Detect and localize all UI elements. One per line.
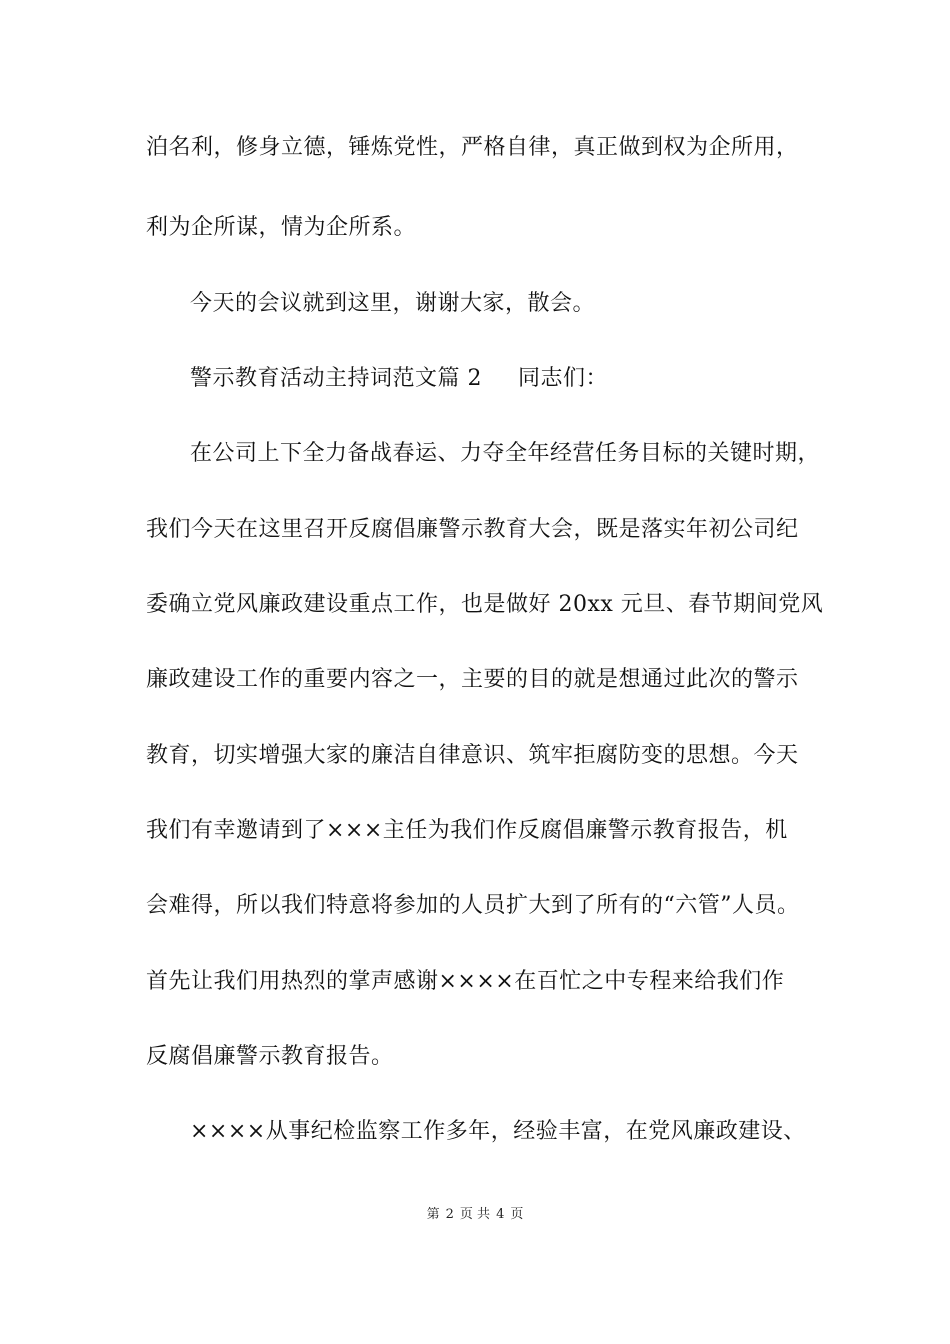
- text-line: 利为企所谋，情为企所系。: [146, 215, 417, 240]
- text-line: 泊名利，修身立德，锤炼党性，严格自律，真正做到权为企所用，: [146, 135, 799, 160]
- text-line: 在公司上下全力备战春运、力夺全年经营任务目标的关键时期，: [190, 441, 821, 466]
- section-heading-line: [190, 364, 608, 394]
- footer-middle: 页 共: [459, 1207, 491, 1222]
- text-line: 首先让我们用热烈的掌声感谢××××在百忙之中专程来给我们作: [146, 969, 785, 994]
- footer-prefix: 第: [426, 1207, 440, 1222]
- text-line: 教育，切实增强大家的廉洁自律意识、筑牢拒腐防变的思想。今天: [146, 743, 799, 768]
- text-line: 廉政建设工作的重要内容之一，主要的目的就是想通过此次的警示: [146, 667, 799, 692]
- text-line: 我们有幸邀请到了×××主任为我们作反腐倡廉警示教育报告，机: [146, 818, 788, 843]
- text-line: 我们今天在这里召开反腐倡廉警示教育大会，既是落实年初公司纪: [146, 517, 799, 542]
- salutation: 同志们：: [518, 366, 609, 391]
- text-line: 今天的会议就到这里，谢谢大家，散会。: [190, 291, 596, 316]
- text-line: ××××从事纪检监察工作多年，经验丰富，在党风廉政建设、: [190, 1119, 806, 1144]
- current-page-number: 2: [445, 1207, 454, 1222]
- page-footer: [0, 1206, 950, 1224]
- text-line: 委确立党风廉政建设重点工作，也是做好 20xx 元旦、春节期间党风: [146, 592, 824, 617]
- total-pages-number: 4: [496, 1207, 505, 1222]
- text-line: 会难得，所以我们特意将参加的人员扩大到了所有的“六管”人员。: [146, 893, 800, 918]
- section-title: 警示教育活动主持词范文篇 2: [190, 366, 482, 391]
- footer-suffix: 页: [510, 1207, 524, 1222]
- text-line: 反腐倡廉警示教育报告。: [146, 1044, 394, 1069]
